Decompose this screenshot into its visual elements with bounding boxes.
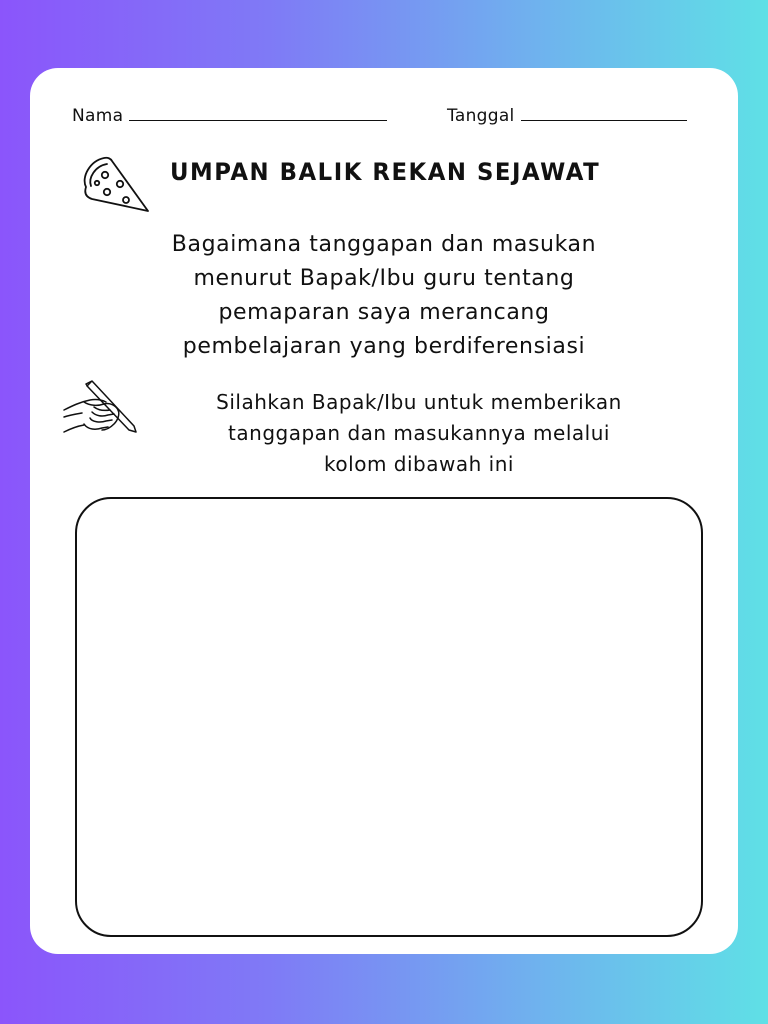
question-text <box>110 228 658 364</box>
pizza-slice-icon <box>78 155 152 217</box>
question-line: pemaparan saya merancang <box>218 300 550 325</box>
date-label: Tanggal <box>447 106 515 126</box>
date-field[interactable] <box>447 106 687 126</box>
question-line: Bagaimana tanggapan dan masukan <box>171 232 597 257</box>
instruction-line: Silahkan Bapak/Ibu untuk memberikan <box>216 390 622 414</box>
instruction-text <box>150 387 688 480</box>
worksheet-title: UMPAN BALIK REKAN SEJAWAT <box>170 158 601 186</box>
instruction-line: tanggapan dan masukannya melalui <box>228 421 610 445</box>
question-line: menurut Bapak/Ibu guru tentang <box>193 266 575 291</box>
name-label: Nama <box>72 106 124 126</box>
feedback-answer-box[interactable] <box>75 497 703 937</box>
instruction-line: kolom dibawah ini <box>324 452 514 476</box>
name-field[interactable] <box>72 106 387 126</box>
date-line[interactable] <box>521 106 687 121</box>
question-line: pembelajaran yang berdiferensiasi <box>182 334 586 359</box>
name-line[interactable] <box>129 106 387 121</box>
hand-writing-icon <box>62 380 140 440</box>
